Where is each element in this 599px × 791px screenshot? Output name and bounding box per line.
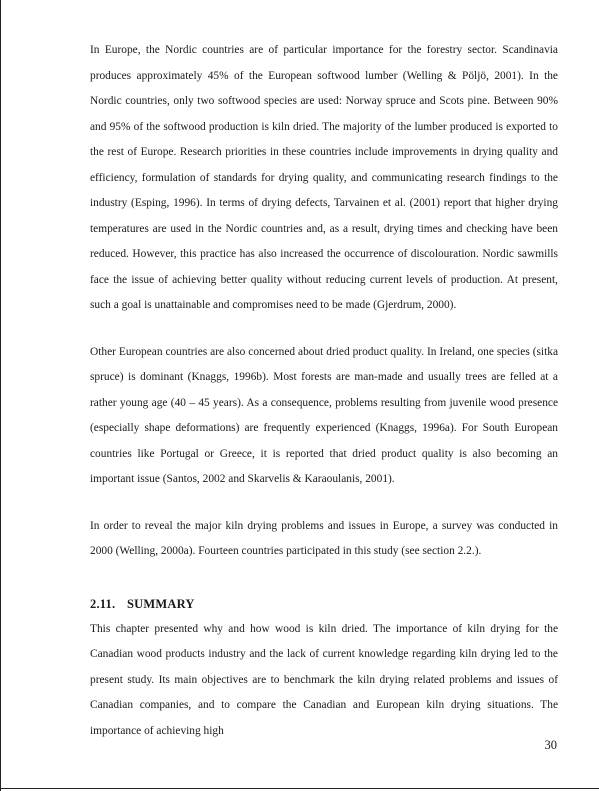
paragraph-survey: In order to reveal the major kiln drying problems and issues in Europe, a survey was conducted in 2000 (Welling, 2000a). Fourteen countries participated in this study (see section 2.2.). <box>90 519 558 557</box>
page-number: 30 <box>544 738 557 752</box>
bottom-page-edge <box>0 788 599 789</box>
section-title: SUMMARY <box>127 596 195 611</box>
section-number: 2.11. <box>90 596 116 611</box>
paragraph-other-european-countries: Other European countries are also concerned about dried product quality. In Ireland, one species (sitka spruce) is dominant (Knaggs, 1996b). Most forests are man-made and usually trees are felled at a rather young age (40 – 45 years). As a consequence, problems resulting from juvenile wood presence (especially shape deformations) are frequently experienced (Knaggs, 1996a). For South European countries like Portugal or Greece, it is reported that dried product quality is also becoming an important issue (Santos, 2002 and Skarvelis & Karaoulanis, 2001). <box>90 345 558 485</box>
paragraph-nordic-countries: In Europe, the Nordic countries are of particular importance for the forestry sector. Scandinavia produces approximately 45% of the European softwood lumber (Welling & Pöljö, 2001). In the Nordic countries, only two softwood species are used: Norway spruce and Scots pine. Between 90% and 95% of the softwood production is kiln dried. The majority of the lumber produced is exported to the rest of Europe. Research priorities in these countries include improvements in drying quality and efficiency, formulation of standards for drying quality, and communicating research findings to the industry (Esping, 1996). In terms of drying defects, Tarvainen et al. (2001) report that higher drying temperatures are used in the Nordic countries and, as a result, drying times and checking have been reduced. However, this practice has also increased the occurrence of discolouration. Nordic sawmills face the issue of achieving better quality without reducing current levels of production. At present, such a goal is unattainable and compromises need to be made (Gjerdrum, 2000). <box>90 44 558 311</box>
left-page-edge <box>0 0 1 791</box>
section-heading <box>90 592 558 617</box>
paragraph-summary: This chapter presented why and how wood is kiln dried. The importance of kiln drying for the Canadian wood products industry and the lack of current knowledge regarding kiln drying led to the present study. Its main objectives are to benchmark the kiln drying related problems and issues of Canadian companies, and to compare the Canadian and European kiln drying situations. The importance of achieving high <box>90 622 558 737</box>
document-page <box>90 38 558 744</box>
